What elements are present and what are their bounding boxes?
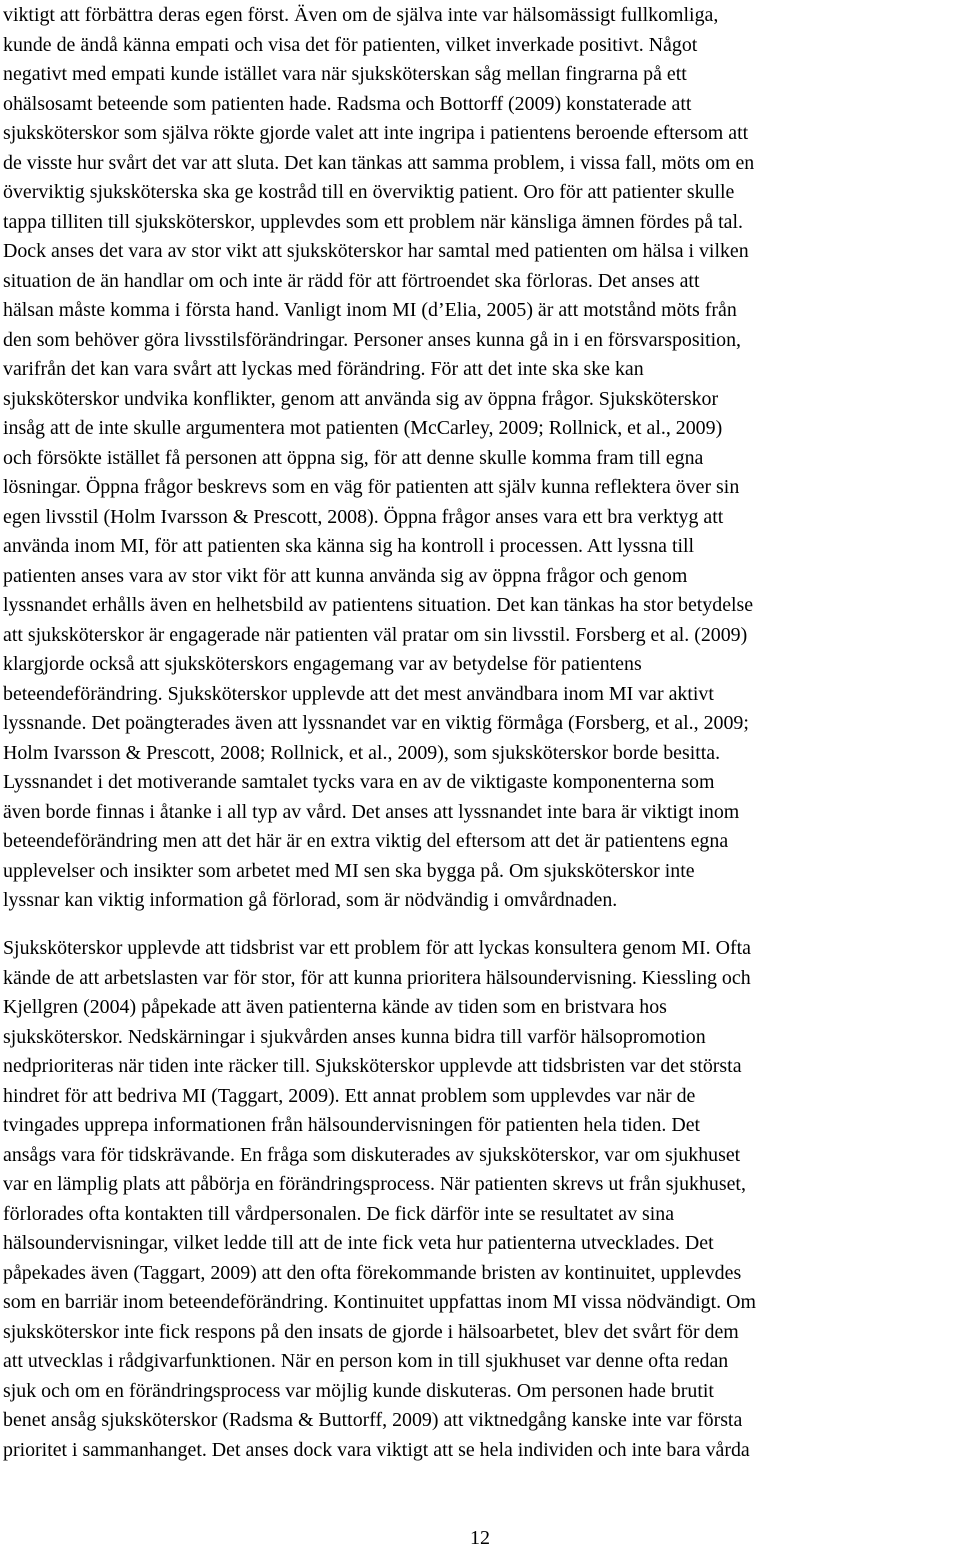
text-line: hindret för att bedriva MI (Taggart, 2009). Ett annat problem som upplevdes var när de (3, 1084, 696, 1107)
text-line: Lyssnandet i det motiverande samtalet tycks vara en av de viktigaste komponenterna som (3, 771, 715, 793)
text-line: påpekades även (Taggart, 2009) att den ofta förekommande bristen av kontinuitet, upplevdes (3, 1261, 742, 1284)
text-line: hälsan måste komma i första hand. Vanligt inom MI (d’Elia, 2005) är att motstånd möts från (3, 299, 737, 321)
text-line: Dock anses det vara av stor vikt att sjuksköterskor har samtal med patienten om hälsa i vilken (3, 240, 749, 262)
text-line: varifrån det kan vara svårt att lyckas med förändring. För att det inte ska ske kan (3, 358, 644, 380)
text-line: Kjellgren (2004) påpekade att även patienterna kände av tiden som en bristvara hos (3, 996, 667, 1018)
text-line: lösningar. Öppna frågor beskrevs som en väg för patienten att själv kunna reflektera över sin (3, 476, 740, 498)
text-line: tappa tilliten till sjuksköterskor, upplevdes som ett problem när känsliga ämnen fördes på tal. (3, 210, 743, 233)
text-line: kunde de ändå känna empati och visa det för patienten, vilket inverkade positivt. Något (3, 33, 698, 56)
body-paragraph-1 (3, 1, 956, 916)
text-line: Holm Ivarsson & Prescott, 2008; Rollnick, et al., 2009), som sjuksköterskor borde besitta. (3, 741, 721, 764)
text-line: sjuksköterskor undvika konflikter, genom att använda sig av öppna frågor. Sjuksköterskor (3, 387, 719, 410)
text-line: negativt med empati kunde istället vara när sjuksköterskan såg mellan fingrarna på ett (3, 63, 687, 85)
text-line: tvingades upprepa informationen från hälsoundervisningen för patienten hela tiden. Det (3, 1114, 701, 1136)
text-line: som en barriär inom beteendeförändring. Kontinuitet uppfattas inom MI vissa nödvändigt. Om (3, 1291, 756, 1313)
text-line: sjuksköterskor. Nedskärningar i sjukvården anses kunna bidra till varför hälsopromotion (3, 1025, 706, 1048)
text-line: benet ansåg sjuksköterskor (Radsma & Buttorff, 2009) att viktnedgång kanske inte var första (3, 1409, 743, 1431)
text-line: även borde finnas i åtanke i all typ av vård. Det anses att lyssnandet inte bara är viktigt inom (3, 800, 740, 823)
text-line: beteendeförändring. Sjuksköterskor upplevde att det mest användbara inom MI var aktivt (3, 682, 714, 705)
text-line: nedprioriteras när tiden inte räcker till. Sjuksköterskor upplevde att tidsbristen var det största (3, 1055, 742, 1077)
text-line: viktigt att förbättra deras egen först. Även om de själva inte var hälsomässigt fullkomliga, (3, 4, 719, 26)
text-line: ansågs vara för tidskrävande. En fråga som diskuterades av sjuksköterskor, var om sjukhuset (3, 1143, 741, 1166)
text-line: ohälsosamt beteende som patienten hade. Radsma och Bottorff (2009) konstaterade att (3, 92, 692, 115)
text-line: lyssnandet erhålls även en helhetsbild av patientens situation. Det kan tänkas ha stor betydelse (3, 594, 754, 616)
text-line: Sjuksköterskor upplevde att tidsbrist var ett problem för att lyckas konsultera genom MI. Ofta (3, 937, 751, 959)
text-line: sjuksköterskor som själva rökte gjorde valet att inte ingripa i patientens beroende eftersom att (3, 122, 749, 144)
text-line: lyssnar kan viktig information gå förlorad, som är nödvändig i omvårdnaden. (3, 889, 618, 911)
text-line: egen livsstil (Holm Ivarsson & Prescott, 2008). Öppna frågor anses vara ett bra verktyg att (3, 505, 724, 528)
text-line: klargjorde också att sjuksköterskors engagemang var av betydelse för patientens (3, 653, 642, 675)
text-line: använda inom MI, för att patienten ska känna sig ha kontroll i processen. Att lyssna till (3, 535, 695, 557)
text-line: patienten anses vara av stor vikt för att kunna använda sig av öppna frågor och genom (3, 564, 688, 587)
text-line: att sjuksköterskor är engagerade när patienten väl pratar om sin livsstil. Forsberg et al. (2009) (3, 623, 748, 646)
text-line: upplevelser och insikter som arbetet med MI sen ska bygga på. Om sjuksköterskor inte (3, 859, 695, 882)
text-line: att utvecklas i rådgivarfunktionen. När en person kom in till sjukhuset var denne ofta redan (3, 1350, 729, 1372)
text-line: och försökte istället få personen att öppna sig, för att denne skulle komma fram till egna (3, 446, 704, 469)
text-line: beteendeförändring men att det här är en extra viktig del eftersom att det är patientens egna (3, 830, 729, 852)
text-line: överviktig sjuksköterska ska ge kostråd till en överviktig patient. Oro för att patienter skulle (3, 181, 735, 203)
body-paragraph-2 (3, 934, 956, 1465)
text-line: var en lämplig plats att påbörja en förändringsprocess. När patienten skrevs ut från sjukhuset, (3, 1173, 746, 1195)
page-number: 12 (470, 1527, 490, 1549)
text-line: situation de än handlar om och inte är rädd för att förtroendet ska förloras. Det anses att (3, 269, 700, 292)
text-line: insåg att de inte skulle argumentera mot patienten (McCarley, 2009; Rollnick, et al., 2009) (3, 417, 723, 439)
text-line: hälsoundervisningar, vilket ledde till att de inte fick veta hur patienterna utvecklades. Det (3, 1232, 714, 1254)
text-line: de visste hur svårt det var att sluta. Det kan tänkas att samma problem, i vissa fall, möts om en (3, 151, 755, 174)
text-line: kände de att arbetslasten var för stor, för att kunna prioritera hälsoundervisning. Kiessling och (3, 966, 751, 989)
text-line: förlorades ofta kontakten till vårdpersonalen. De fick därför inte se resultatet av sina (3, 1202, 675, 1225)
text-line: prioritet i sammanhanget. Det anses dock vara viktigt att se hela individen och inte bara vårda (3, 1438, 750, 1461)
text-line: sjuksköterskor inte fick respons på den insats de gjorde i hälsoarbetet, blev det svårt för dem (3, 1320, 739, 1343)
text-line: lyssnande. Det poängterades även att lyssnandet var en viktig förmåga (Forsberg, et al., 2009; (3, 712, 749, 734)
text-line: den som behöver göra livsstilsförändringar. Personer anses kunna gå in i en försvarsposition, (3, 328, 742, 351)
text-line: sjuk och om en förändringsprocess var möjlig kunde diskuteras. Om personen hade brutit (3, 1379, 714, 1402)
